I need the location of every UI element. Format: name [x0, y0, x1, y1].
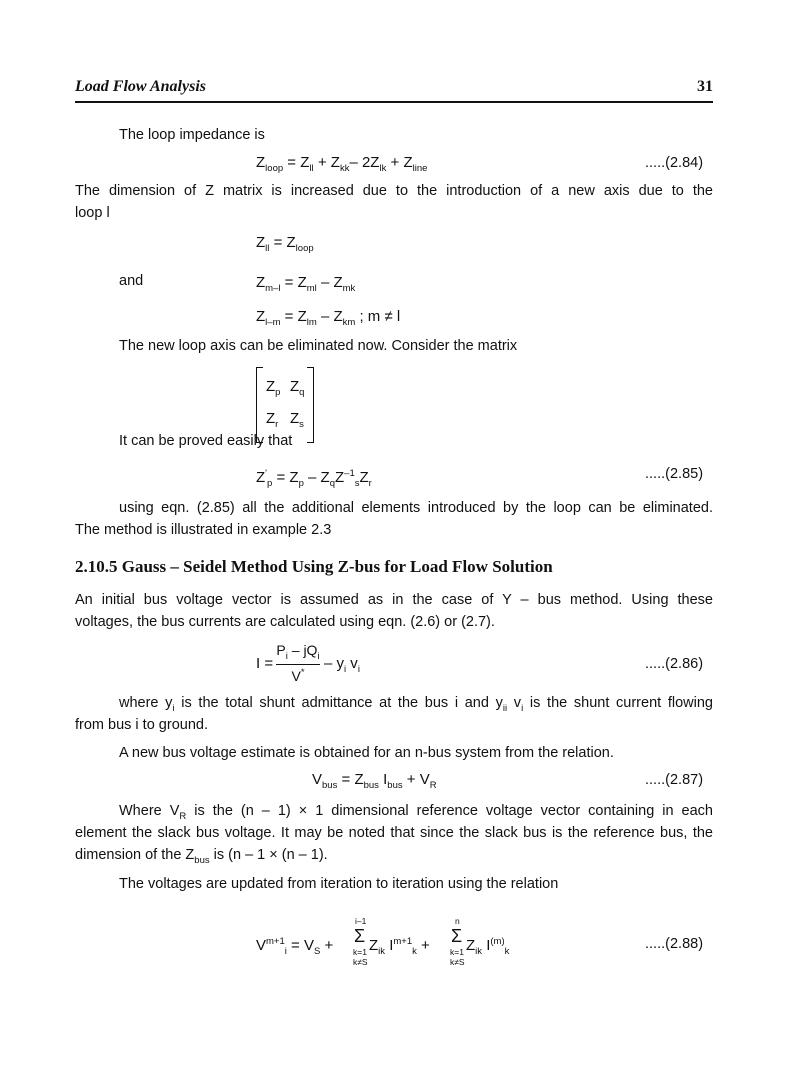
fraction-numerator: $P_i - jQ_i$ — [276, 642, 320, 662]
paragraph-reference-line1: Where $V_R$ is the (n – 1) × 1 dimensional reference voltage vector containing in each — [119, 803, 713, 822]
header-rule — [75, 101, 713, 103]
equation-number-2-85: .....(2.85) — [645, 466, 704, 482]
sum2-lower-condition: k≠S — [450, 957, 465, 967]
equation-number-2-88: .....(2.88) — [645, 936, 704, 952]
running-title: Load Flow Analysis — [75, 78, 206, 95]
equation-number-2-86: .....(2.86) — [645, 656, 704, 672]
paragraph-reference-line2: element the slack bus voltage. It may be noted that since the slack bus is the reference bus, the — [75, 825, 713, 841]
matrix-cell-zr: $Z_r$ — [266, 410, 279, 430]
matrix-cell-zq: $Z_q$ — [290, 378, 305, 398]
paragraph-proved-easily: It can be proved easily that — [119, 433, 293, 449]
label-and: and — [119, 273, 144, 289]
matrix-cell-zs: $Z_s$ — [290, 410, 304, 430]
equation-2-84: $Z_{loop} = Z_{ll} + Z_{kk}-$ $2Z_{lk} + Z_{line}$ — [256, 154, 428, 174]
fraction-bar — [276, 664, 320, 665]
right-bracket — [307, 367, 314, 443]
paragraph-eliminated-line1: using eqn. (2.85) all the additional elements introduced by the loop can be eliminated. — [119, 500, 713, 516]
paragraph-new-estimate: A new bus voltage estimate is obtained for an n-bus system from the relation. — [119, 745, 614, 761]
sum1-upper-limit: i–1 — [355, 916, 367, 926]
sum1-lower-limit: k=1 — [353, 947, 367, 957]
matrix-cell-zp: $Z_p$ — [266, 378, 281, 398]
fraction-denominator: V* — [291, 667, 305, 684]
sum2-sigma: Σ — [451, 926, 463, 946]
paragraph-dimension-line1: The dimension of Z matrix is increased due to the introduction of a new axis due to the — [75, 183, 713, 199]
equation-2-86-rhs: – $y_i$ $v_i$ — [324, 655, 360, 675]
equation-z-ll: $Z_{ll} = Z_{loop}$ — [256, 234, 314, 254]
paragraph-new-loop-axis: The new loop axis can be eliminated now. Consider the matrix — [119, 338, 518, 354]
equation-2-85: $Z'_p = Z_p - Z_qZ^{-1}_sZ_r$ — [256, 468, 372, 489]
paragraph-dimension-line2: loop l — [75, 205, 110, 221]
equation-2-87: $V_{bus} = Z_{bus}$ $I_{bus} + V_R$ — [312, 771, 437, 791]
equation-number-2-87: .....(2.87) — [645, 772, 704, 788]
sum2-upper-limit: n — [455, 916, 460, 926]
sum2-lower-limit: k=1 — [450, 947, 464, 957]
paragraph-shunt-line2: from bus i to ground. — [75, 717, 208, 733]
sum1-sigma: Σ — [354, 926, 366, 946]
sum1-lower-condition: k≠S — [353, 957, 368, 967]
paragraph-reference-line3: dimension of the $Z_{bus}$ is (n – 1 × (n – 1). — [75, 847, 328, 866]
equation-z-ml: $Z_{m-l} = Z_{ml} - Z_{mk}$ — [256, 274, 356, 294]
paragraph-updated: The voltages are updated from iteration to iteration using the relation — [119, 876, 559, 892]
sum2-term: $Z_{ik}$ $I^{(m)}_k$ — [466, 936, 510, 957]
sum1-term: $Z_{ik}$ $I^{m+1}_k$ + — [369, 936, 430, 957]
equation-2-86-lhs: I = — [256, 655, 274, 672]
paragraph-eliminated-line2: The method is illustrated in example 2.3 — [75, 522, 332, 538]
section-heading — [75, 557, 553, 577]
section-number: 2.10.5 — [75, 557, 118, 576]
paragraph-shunt-line1: where $y_i$ is the total shunt admittance at the bus i and $y_{ii}$ $v_i$ is the shunt current flowing — [119, 695, 713, 714]
equation-z-lm: $Z_{l-m} = Z_{lm} - Z_{km}$ ; m ≠ l — [256, 308, 401, 328]
paragraph-initial-vector-line2: voltages, the bus currents are calculated using eqn. (2.6) or (2.7). — [75, 614, 495, 630]
paragraph-initial-vector-line1: An initial bus voltage vector is assumed as in the case of Y – bus method. Using these — [75, 592, 713, 608]
page-number: 31 — [697, 78, 713, 95]
equation-number-2-84: .....(2.84) — [645, 155, 704, 171]
paragraph-loop-impedance: The loop impedance is — [119, 127, 265, 143]
equation-2-88-lhs: $V^{m+1}_i = V_S$ + — [256, 936, 334, 957]
section-title: Gauss – Seidel Method Using Z-bus for Load Flow Solution — [121, 557, 553, 576]
